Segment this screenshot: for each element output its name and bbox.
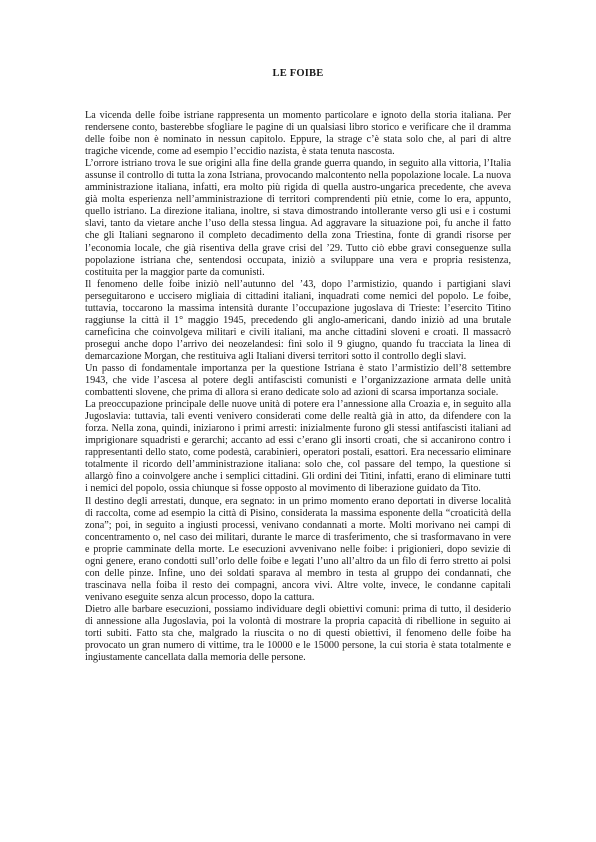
page-title: LE FOIBE: [272, 68, 324, 79]
paragraph-objectives: Dietro alle barbare esecuzioni, possiamo individuare degli obiettivi comuni: prima di tutto, il desiderio di annessione alla Jugoslavia, poi la volontà di mostrare la propria capacità di ribellione in seguito ai torti subiti. Fatto sta che, malgrado la riuscita o no di questi obiettivi, il fenomeno delle foibe ha provocato un gran numero di vittime, tra le 10000 e le 15000 persone, la cui storia è stata totalmente e ingiustamente cancellata dalla memoria delle persone.: [85, 603, 511, 664]
paragraph-arrests: Il destino degli arrestati, dunque, era segnato: in un primo momento erano deportati in diverse località di raccolta, come ad esempio la città di Pisino, considerata la massima esponente della “croaticità della zona”; poi, in seguito a ingiusti processi, venivano condannati a morte. Molti morivano nei campi di concentramento o, nel caso dei militari, durante le marce di trasferimento, che si trasformavano in vere e proprie camminate della morte. Le esecuzioni avvenivano nelle foibe: i prigionieri, dopo sevizie di ogni genere, erano condotti sull’orlo delle foibe e legati l’uno all’altro da un filo di ferro stretto ai polsi con delle pinze. Infine, uno dei soldati sparava al membro in testa al gruppo dei condannati, che trascinava nella foiba il resto dei compagni, ancora vivi. Altre volte, invece, le condanne capitali venivano eseguite senza alcun processo, dopo la cattura.: [85, 495, 511, 603]
paragraph-origins: L’orrore istriano trova le sue origini alla fine della grande guerra quando, in seguito alla vittoria, l’Italia assunse il controllo di tutta la zona Istriana, provocando malcontento nella popolazione locale. La nuova amministrazione italiana, infatti, era molto più rigida di quella austro-ungarica precedente, che aveva già molta esperienza nell’amministrazione di territori comprendenti più etnie, come lo era, appunto, quello istriano. La direzione italiana, inoltre, si stava dimostrando intollerante verso gli usi e i costumi slavi, tanto da vietare anche l’uso della stessa lingua. Ad aggravare la situazione poi, fu anche il fatto che gli Italiani segnarono il completo decadimento della zona Triestina, fonte di grandi risorse per l’economia locale, che già risentiva della grave crisi del ’29. Tutto ciò ebbe gravi conseguenze sulla popolazione istriana che, sentendosi occupata, iniziò a sviluppare una vera e propria resistenza, costituita per la maggior parte da comunisti.: [85, 158, 511, 278]
paragraph-intro: La vicenda delle foibe istriane rappresenta un momento particolare e ignoto della storia italiana. Per rendersene conto, basterebbe sfogliare le pagine di un qualsiasi libro storico e verificare che il dramma delle foibe non è nominato in nessun capitolo. Eppure, la strage c’è stata solo che, al pari di altre tragiche vicende, come ad esempio l’eccidio nazista, è stata tenuta nascosta.: [85, 110, 511, 158]
paragraph-phenomenon: Il fenomeno delle foibe iniziò nell’autunno del ’43, dopo l’armistizio, quando i partigiani slavi perseguitarono e uccisero migliaia di cittadini italiani, inquadrati come nemici del popolo. Le foibe, tuttavia, toccarono la massima intensità durante l’occupazione jugoslava di Trieste: l’esercito Titino raggiunse la città il 1° maggio 1945, precedendo gli anglo-americani, dando iniziò ad una brutale carneficina che coinvolgeva militari e civili italiani, ma anche cittadini sloveni e croati. Il massacrò prosegui anche dopo l’arrivo dei neozelandesi: finì solo il 9 giugno, quando fu tracciata la linea di demarcazione Morgan, che restituiva agli Italiani diversi territori sotto il controllo degli slavi.: [85, 278, 511, 362]
paragraph-annexation: La preoccupazione principale delle nuove unità di potere era l’annessione alla Croazia e, in seguito alla Jugoslavia: tuttavia, tali eventi venivero considerati come delle realtà già in atto, da difendere con la forza. Nella zona, quindi, iniziarono i primi arresti: inizialmente furono gli stessi antifascisti italiani ad imprigionare squadristi e gerarchi; accanto ad essi c’erano gli insorti croati, che si accanirono contro i rappresentanti dello stato, come podestà, carabinieri, operatori postali, esattori. Era necessario eliminare totalmente il ricordo dell’amministrazione italiana: solo che, col passare del tempo, la questione si allargò fino a coinvolgere anche i semplici cittadini. Gli ordini dei Titini, infatti, erano di eliminare tutti i nemici del popolo, ossia chiunque si fosse opposto al movimento di liberazione guidato da Tito.: [85, 399, 511, 495]
document-body: [85, 110, 511, 664]
paragraph-armistice: Un passo di fondamentale importanza per la questione Istriana è stato l’armistizio dell’8 settembre 1943, che vide l’ascesa al potere degli antifascisti comunisti e l’organizzazione armata delle unità combattenti slovene, che prima di allora si erano dedicate solo ad azioni di scarsa importanza sociale.: [85, 362, 511, 399]
